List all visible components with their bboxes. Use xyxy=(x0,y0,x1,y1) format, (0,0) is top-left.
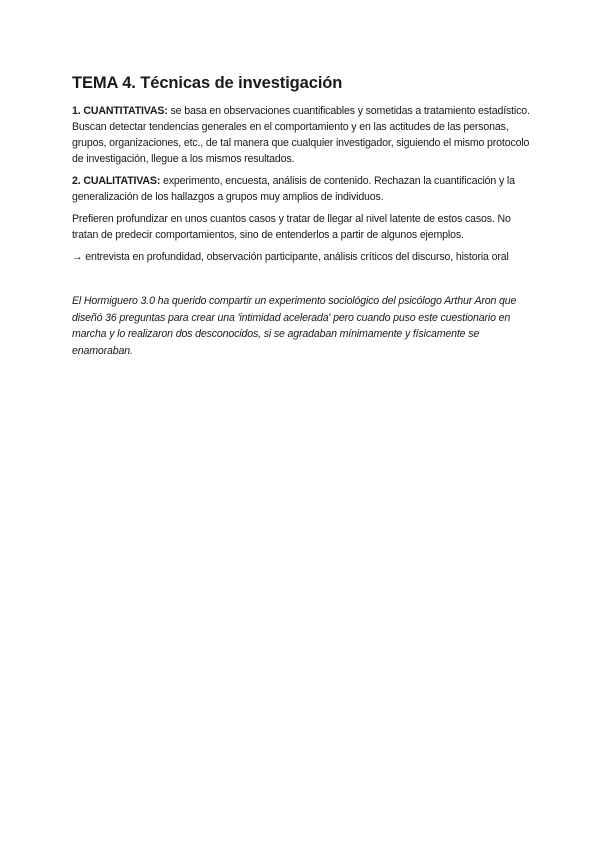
section-text: experimento, encuesta, análisis de contenido. Rechazan la cuantificación y la generalización de los hallazgos a grupos muy amplios de individuos. xyxy=(72,175,515,203)
section-cualitativas xyxy=(72,173,534,205)
page-title: TEMA 4. Técnicas de investigación xyxy=(72,74,343,92)
section-text: se basa en observaciones cuantificables y sometidas a tratamiento estadístico. Buscan detectar tendencias generales en el comportamiento y en las actitudes de las personas, grupos, organizaciones, etc., de tal manera que cualquier investigador, siguiendo el mismo protocolo de investigación, llegue a los mismos resultados. xyxy=(72,105,530,165)
section-label: 1. CUANTITATIVAS: xyxy=(72,105,168,117)
paragraph-profundizar: Prefieren profundizar en unos cuantos casos y tratar de llegar al nivel latente de estos casos. No tratan de predecir comportamientos, sino de entenderlos a partir de algunos ejemplos. xyxy=(72,213,511,241)
section-cuantitativas xyxy=(72,103,534,167)
quote-paragraph: El Hormiguero 3.0 ha querido compartir un experimento sociológico del psicólogo Arthur Aron que diseñó 36 preguntas para crear una 'intimidad acelerada' pero cuando puso este cuestionario en marcha y lo realizaron dos desconocidos, si se agradaban mínimamente y físicamente se enamoraban. xyxy=(72,295,517,357)
section-label: 2. CUALITATIVAS: xyxy=(72,175,161,187)
paragraph-tecnicas: → entrevista en profundidad, observación participante, análisis críticos del discurso, historia oral xyxy=(72,251,509,263)
document-content xyxy=(72,72,534,370)
